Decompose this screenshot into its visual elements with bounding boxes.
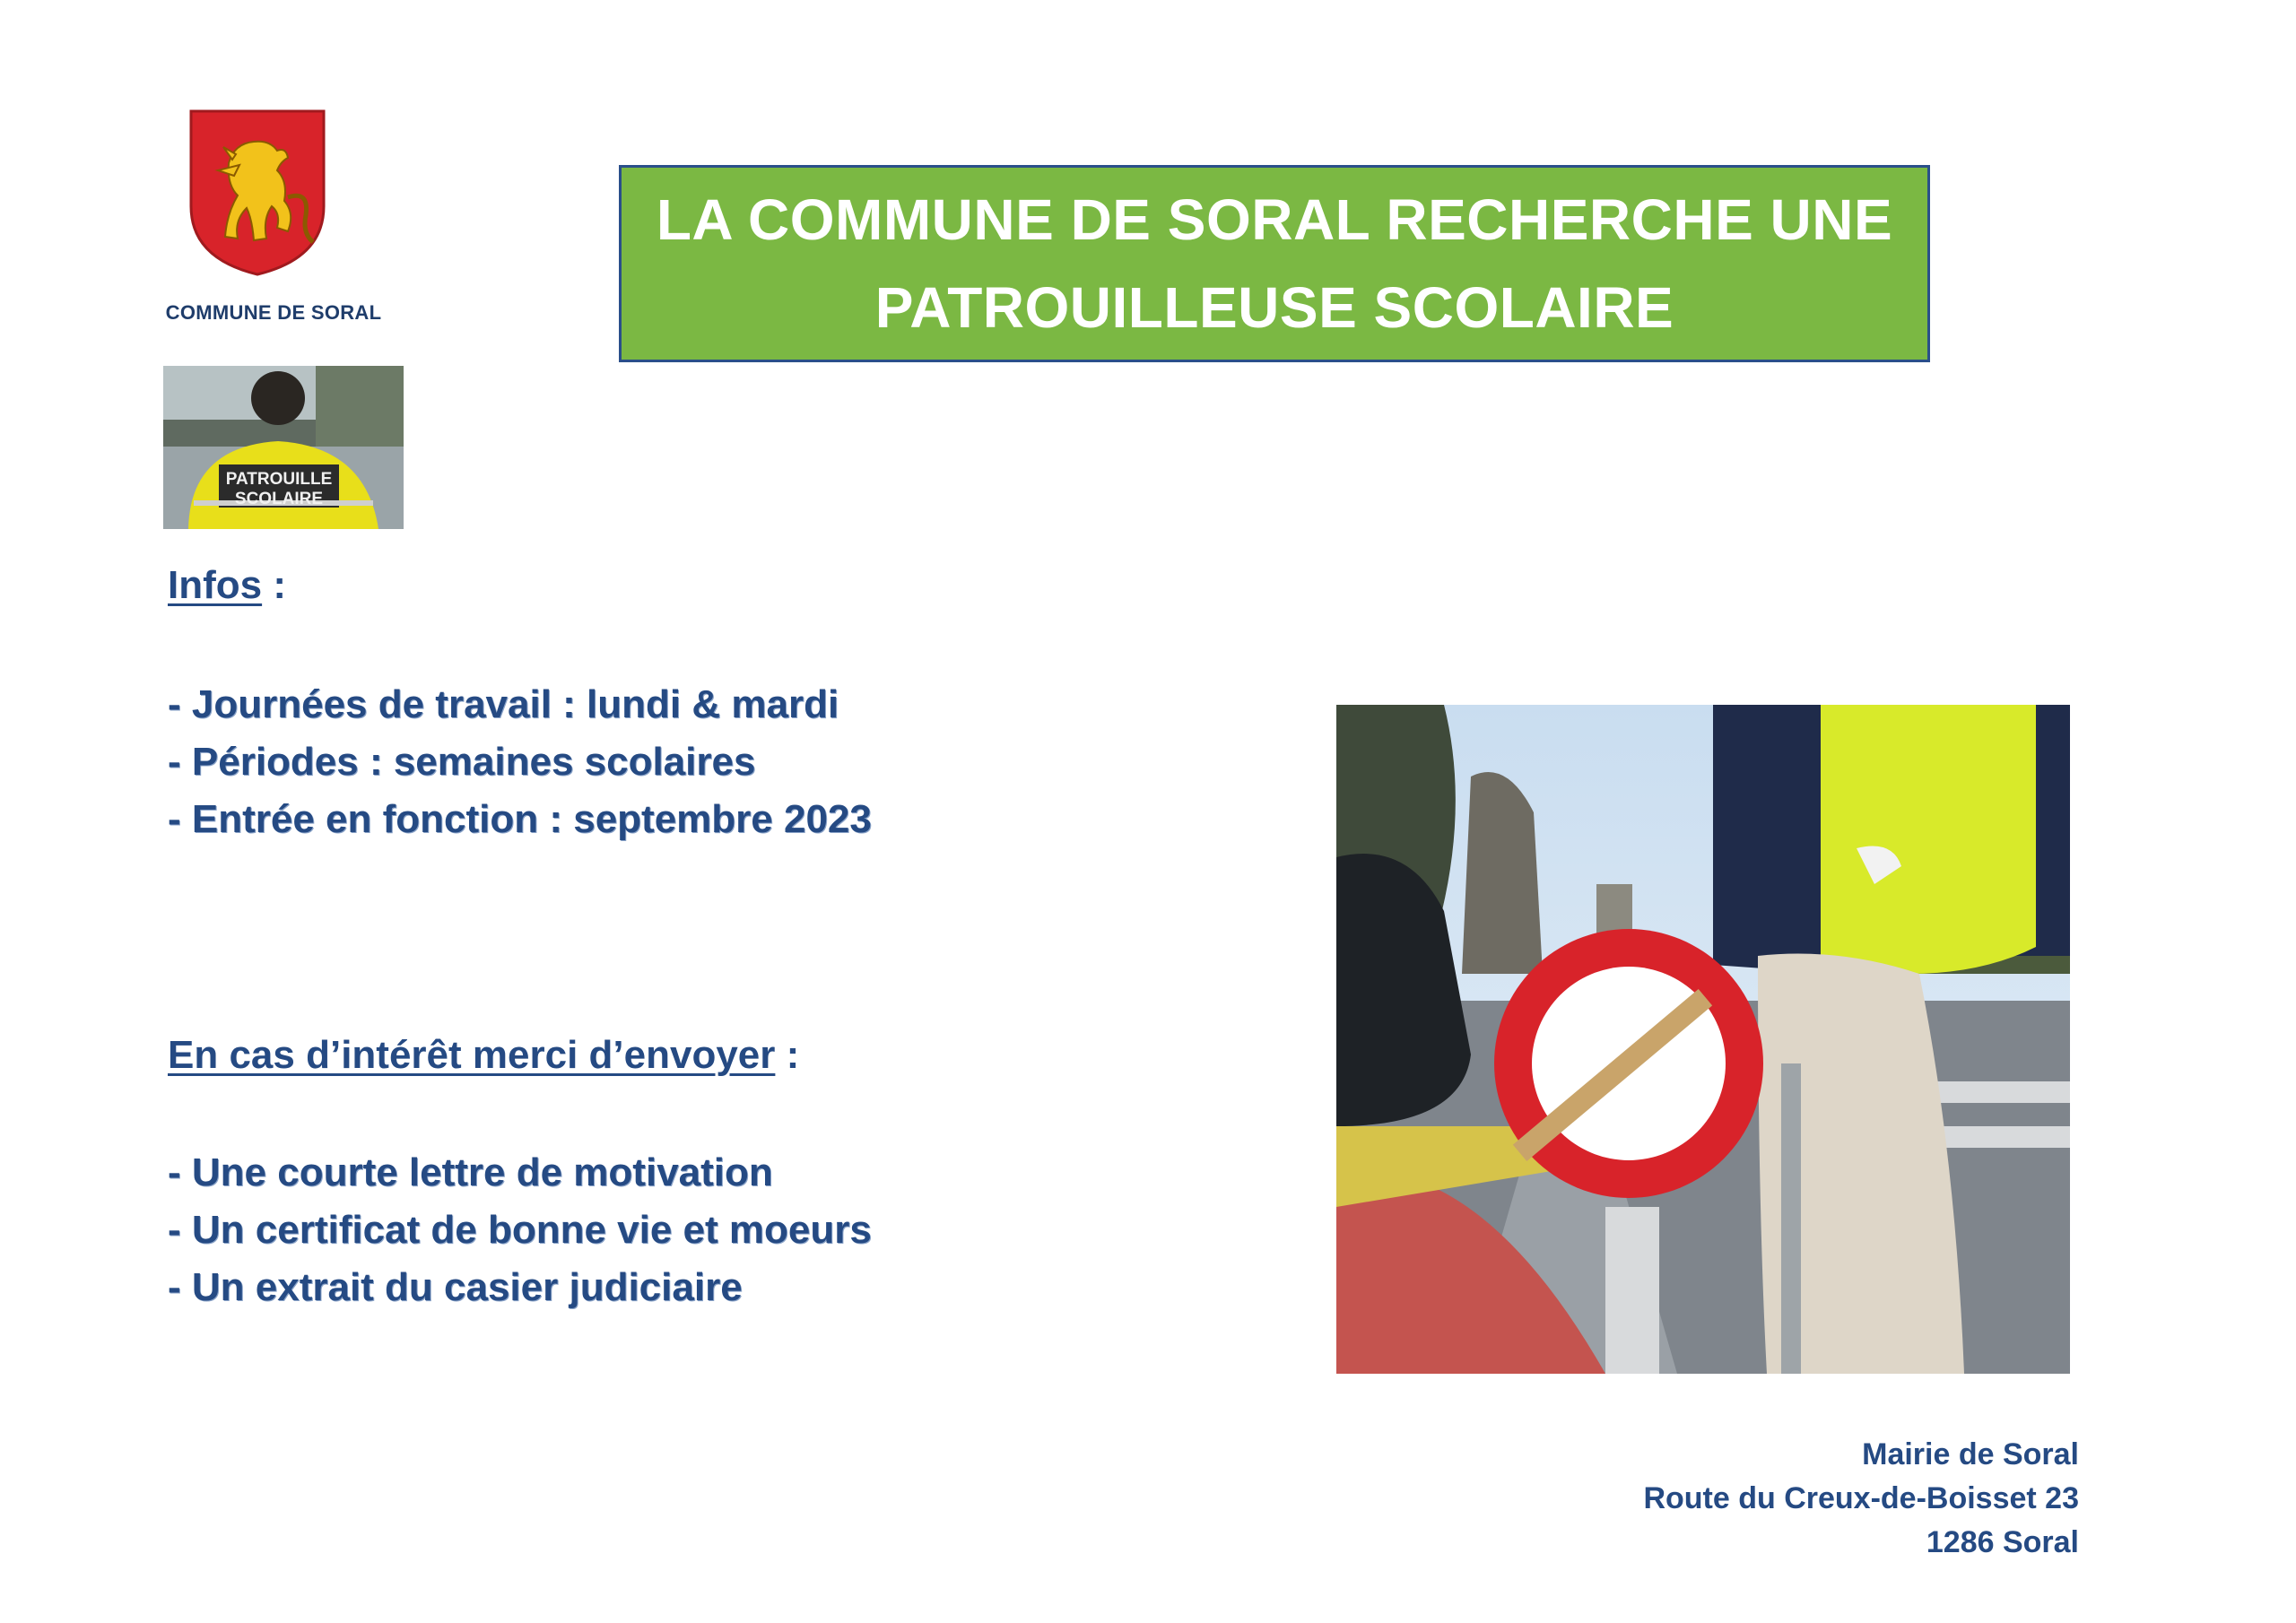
patrol-vest-photo (163, 366, 404, 529)
infos-list (168, 676, 872, 848)
infos-heading-text: Infos (168, 563, 263, 607)
vest-text-line1: PATROUILLE (225, 470, 333, 489)
coat-of-arms-icon (187, 108, 327, 278)
commune-label: COMMUNE DE SORAL (165, 301, 382, 324)
application-heading-text: En cas d’intérêt merci d’envoyer (168, 1033, 776, 1077)
infos-heading (168, 563, 286, 608)
list-item: - Un extrait du casier judiciaire (168, 1265, 743, 1309)
application-documents-list (168, 1144, 872, 1316)
list-item: - Un certificat de bonne vie et moeurs (168, 1208, 872, 1252)
list-item: - Une courte lettre de motivation (168, 1150, 773, 1194)
stop-sign-photo (1336, 705, 2070, 1374)
address-street: Route du Creux-de-Boisset 23 (1643, 1481, 2079, 1515)
list-item: - Périodes : semaines scolaires (168, 740, 756, 784)
address-block (1525, 1433, 2079, 1565)
title-banner (619, 165, 1930, 362)
application-heading-colon: : (775, 1033, 800, 1077)
address-city: 1286 Soral (1926, 1525, 2079, 1559)
address-name: Mairie de Soral (1862, 1437, 2079, 1471)
application-heading (168, 1033, 799, 1078)
page-title: LA COMMUNE DE SORAL RECHERCHE UNE PATROUILLEUSE SCOLAIRE (656, 187, 1893, 340)
list-item: - Entrée en fonction : septembre 2023 (168, 797, 872, 841)
list-item: - Journées de travail : lundi & mardi (168, 682, 839, 726)
vest-text-line2: SCOLAIRE (234, 490, 324, 508)
infos-heading-colon: : (262, 563, 286, 607)
